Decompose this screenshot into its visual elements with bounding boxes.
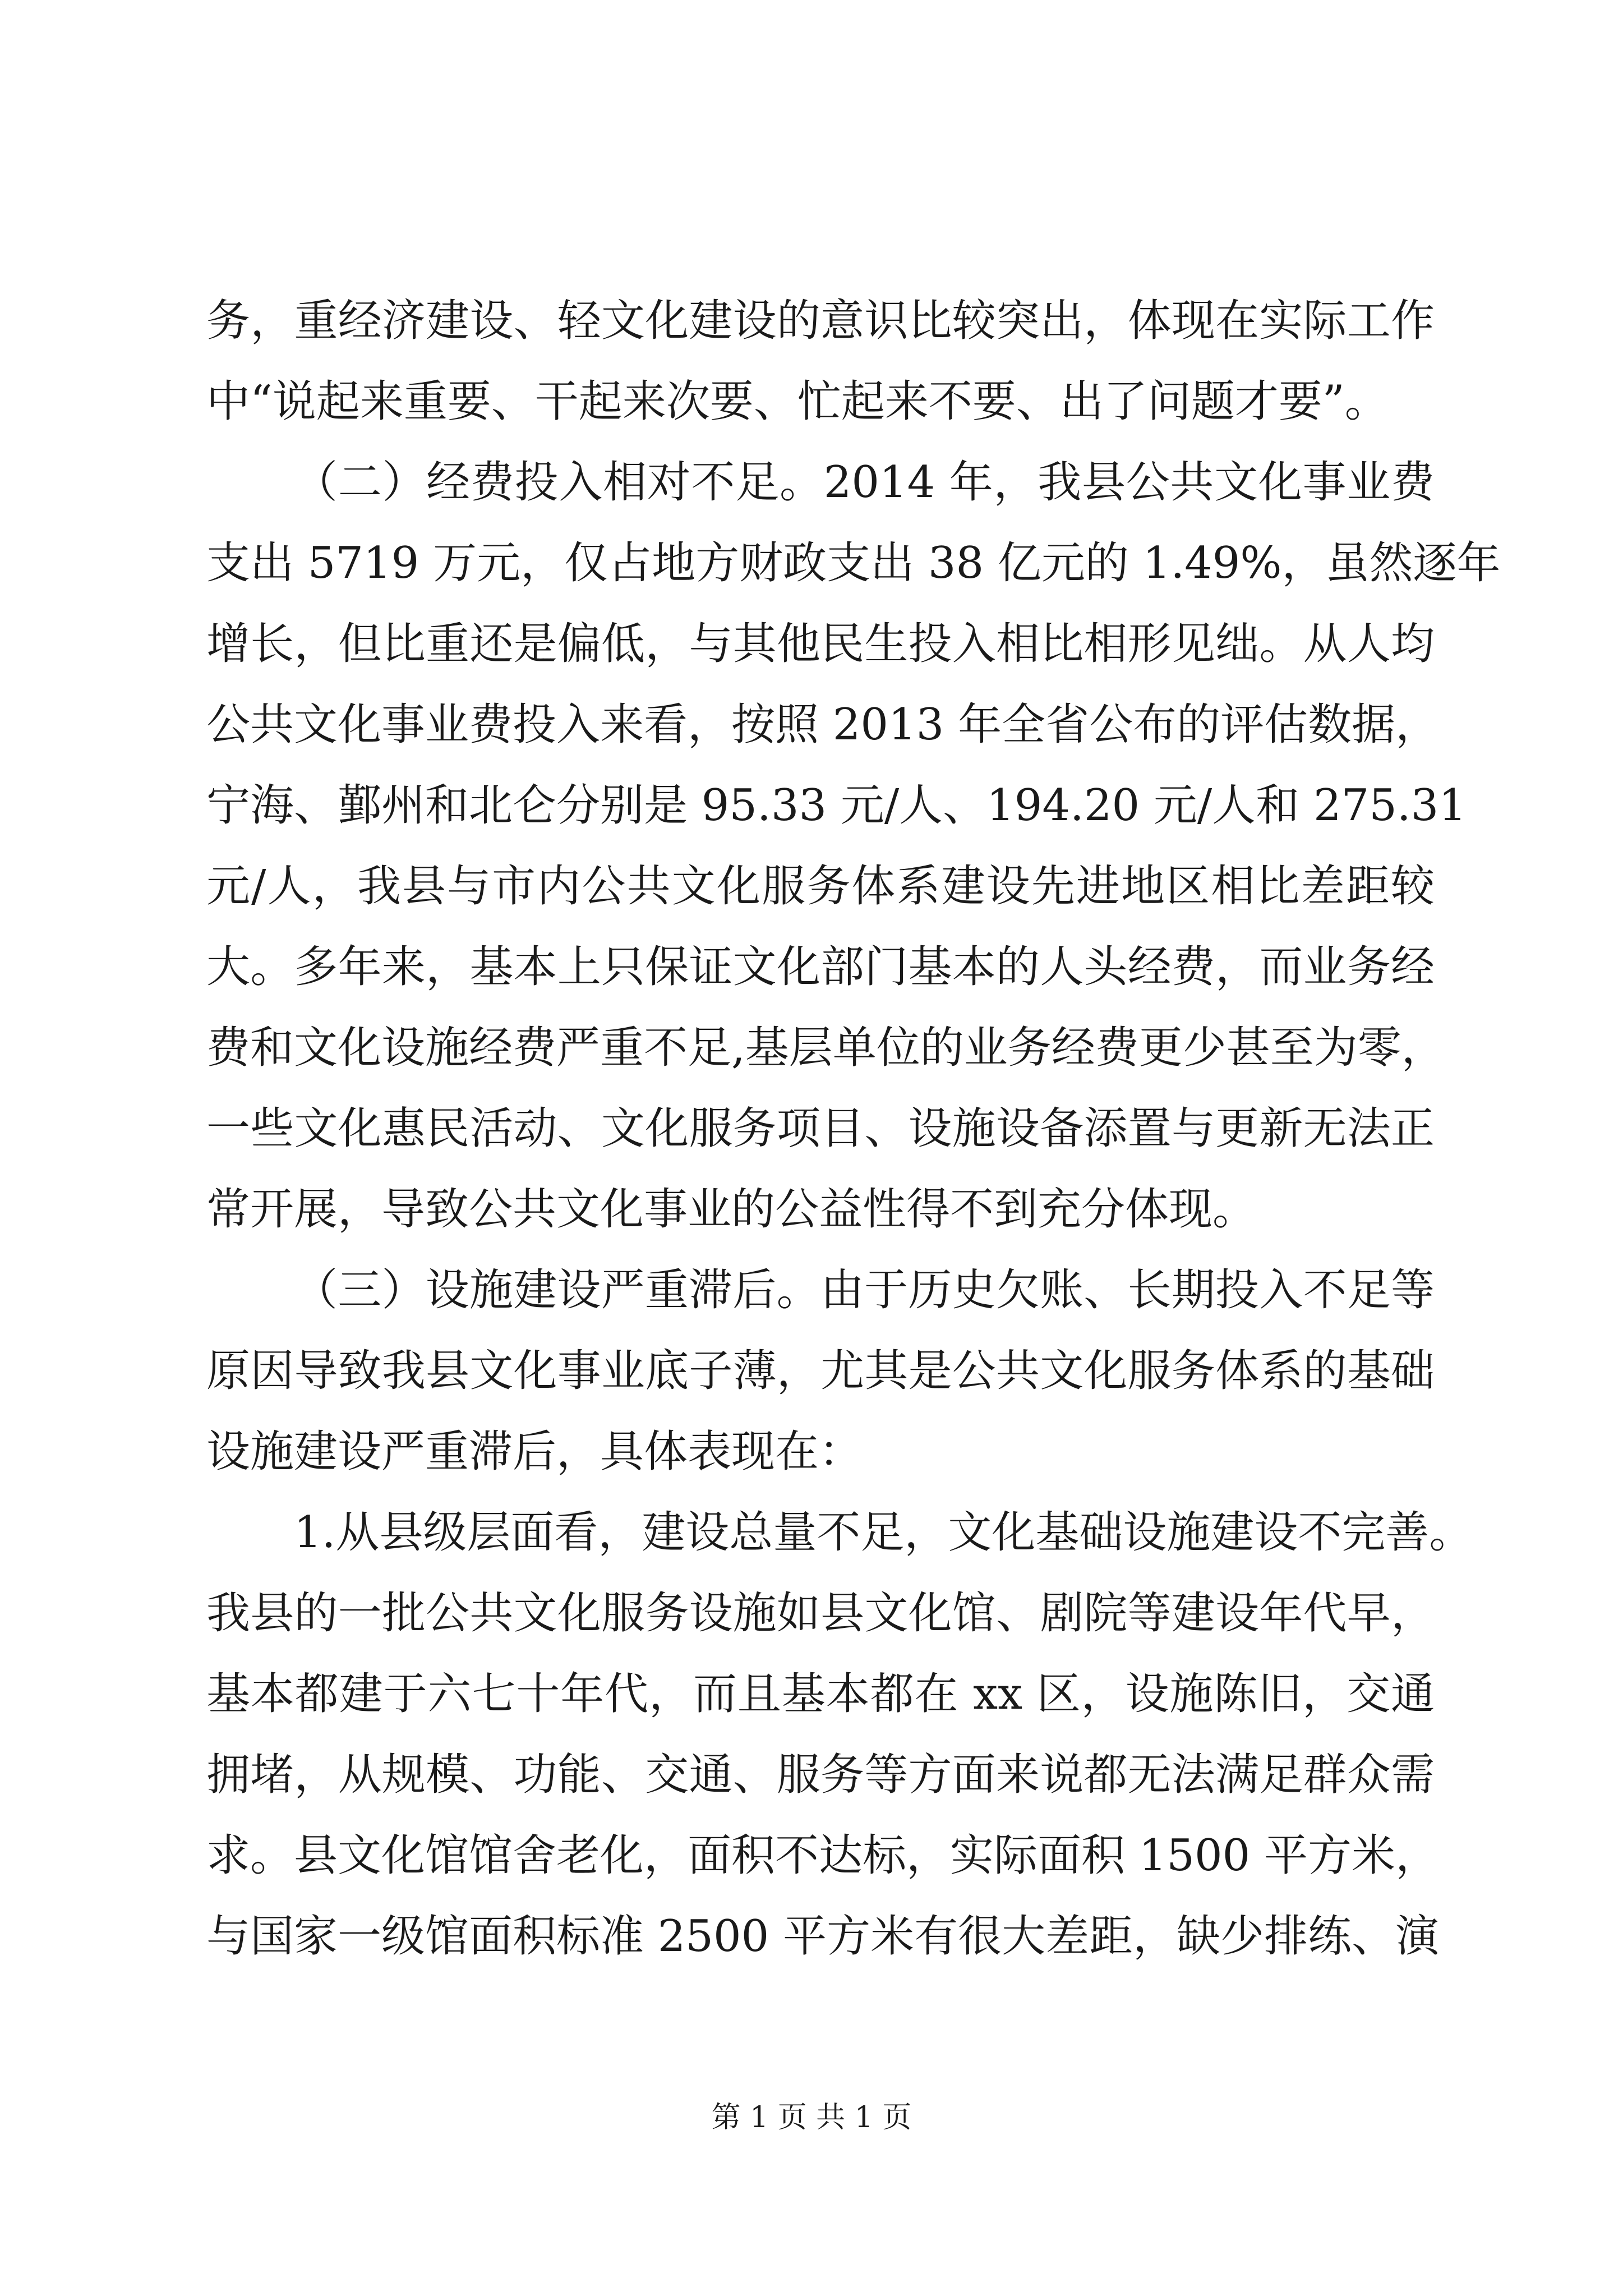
page-footer: 第 1 页 共 1 页 — [711, 2101, 912, 2134]
text-line: 大。多年来，基本上只保证文化部门基本的人头经费，而业务经 — [206, 942, 1435, 992]
text-line: （二）经费投入相对不足。2014 年，我县公共文化事业费 — [294, 457, 1435, 508]
text-line: 设施建设严重滞后，具体表现在： — [206, 1427, 863, 1477]
text-line: 与国家一级馆面积标准 2500 平方米有很大差距，缺少排练、演 — [206, 1911, 1440, 1962]
text-line: 拥堵，从规模、功能、交通、服务等方面来说都无法满足群众需 — [206, 1750, 1435, 1800]
text-line: 求。县文化馆馆舍老化，面积不达标，实际面积 1500 平方米， — [206, 1830, 1440, 1881]
text-line: 务，重经济建设、轻文化建设的意识比较突出，体现在实际工作 — [206, 296, 1435, 346]
text-line: 费和文化设施经费严重不足,基层单位的业务经费更少甚至为零， — [206, 1023, 1445, 1073]
text-line: （三）设施建设严重滞后。由于历史欠账、长期投入不足等 — [294, 1265, 1435, 1315]
text-line: 原因导致我县文化事业底子薄，尤其是公共文化服务体系的基础 — [206, 1346, 1435, 1396]
text-line: 基本都建于六七十年代，而且基本都在 xx 区，设施陈旧，交通 — [206, 1669, 1435, 1719]
text-line: 公共文化事业费投入来看，按照 2013 年全省公布的评估数据， — [206, 700, 1440, 750]
text-line: 一些文化惠民活动、文化服务项目、设施设备添置与更新无法正 — [206, 1103, 1435, 1154]
text-line: 元/人，我县与市内公共文化服务体系建设先进地区相比差距较 — [206, 861, 1435, 912]
text-line: 增长，但比重还是偏低，与其他民生投入相比相形见绌。从人均 — [206, 619, 1435, 669]
text-line: 常开展，导致公共文化事业的公益性得不到充分体现。 — [206, 1184, 1257, 1235]
body-text — [206, 280, 1501, 1977]
text-line: 宁海、鄞州和北仑分别是 95.33 元/人、194.20 元/人和 275.31 — [206, 780, 1467, 831]
text-line: 支出 5719 万元，仅占地方财政支出 38 亿元的 1.49%，虽然逐年 — [206, 538, 1501, 588]
text-line: 1.从县级层面看，建设总量不足，文化基础设施建设不完善。 — [294, 1507, 1473, 1558]
text-line: 我县的一批公共文化服务设施如县文化馆、剧院等建设年代早， — [206, 1588, 1435, 1639]
text-line: 中“说起来重要、干起来次要、忙起来不要、出了问题才要”。 — [206, 376, 1389, 427]
